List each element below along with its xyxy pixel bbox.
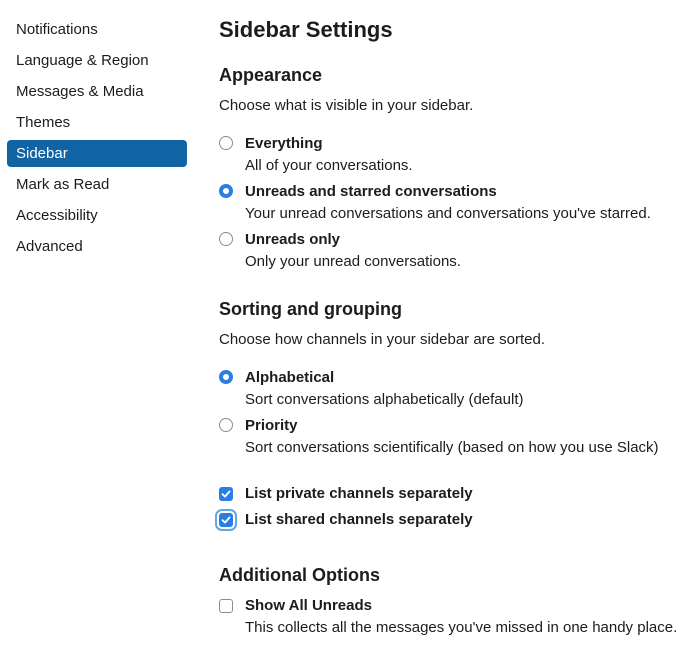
checkbox-row-private-channels[interactable] [219, 485, 674, 505]
checkbox-row-shared-channels[interactable] [219, 511, 674, 531]
checkbox-private-channels-label[interactable]: List private channels separately [245, 485, 473, 502]
page-title: Sidebar Settings [219, 17, 393, 42]
appearance-description: Choose what is visible in your sidebar. [219, 97, 474, 114]
nav-item-language-region[interactable]: Language & Region [16, 52, 149, 69]
sorting-description: Choose how channels in your sidebar are sorted. [219, 331, 546, 348]
option-alphabetical[interactable] [219, 369, 674, 409]
nav-item-accessibility[interactable]: Accessibility [16, 207, 98, 224]
appearance-title: Appearance [219, 65, 323, 85]
radio-alphabetical[interactable] [219, 370, 233, 384]
option-show-all-unreads-label[interactable]: Show All Unreads [245, 597, 372, 614]
settings-nav [7, 16, 187, 264]
radio-priority[interactable] [219, 418, 233, 432]
option-show-all-unreads-help: This collects all the messages you've missed in one handy place. [245, 619, 678, 636]
nav-item-mark-as-read[interactable]: Mark as Read [16, 176, 110, 193]
checkmark-icon [221, 515, 231, 525]
option-unreads-only-help: Only your unread conversations. [245, 253, 461, 270]
option-show-all-unreads[interactable] [219, 597, 678, 637]
nav-item-messages-media[interactable]: Messages & Media [16, 83, 144, 100]
sorting-title: Sorting and grouping [219, 299, 402, 319]
option-everything-label[interactable]: Everything [245, 135, 323, 152]
checkbox-shared-channels[interactable] [219, 513, 233, 527]
option-priority-help: Sort conversations scientifically (based on how you use Slack) [245, 439, 659, 456]
checkbox-shared-channels-label[interactable]: List shared channels separately [245, 511, 473, 528]
radio-unreads-only[interactable] [219, 232, 233, 246]
nav-item-themes[interactable]: Themes [16, 114, 71, 131]
checkbox-private-channels[interactable] [219, 487, 233, 501]
checkmark-icon [221, 489, 231, 499]
nav-item-sidebar[interactable]: Sidebar [7, 140, 187, 167]
radio-unreads-starred[interactable] [219, 184, 233, 198]
radio-everything[interactable] [219, 136, 233, 150]
option-unreads-only[interactable] [219, 231, 674, 271]
option-unreads-starred[interactable] [219, 183, 674, 223]
option-priority[interactable] [219, 417, 674, 457]
option-everything[interactable] [219, 135, 674, 175]
additional-title: Additional Options [219, 565, 380, 585]
option-everything-help: All of your conversations. [245, 157, 413, 174]
nav-item-notifications[interactable]: Notifications [16, 21, 98, 38]
option-unreads-only-label[interactable]: Unreads only [245, 231, 341, 248]
option-alphabetical-help: Sort conversations alphabetically (default) [245, 391, 524, 408]
option-priority-label[interactable]: Priority [245, 417, 298, 434]
nav-item-advanced[interactable]: Advanced [16, 238, 83, 255]
option-unreads-starred-help: Your unread conversations and conversations you've starred. [245, 205, 651, 222]
option-alphabetical-label[interactable]: Alphabetical [245, 369, 335, 386]
option-unreads-starred-label[interactable]: Unreads and starred conversations [245, 183, 497, 200]
checkbox-show-all-unreads[interactable] [219, 599, 233, 613]
